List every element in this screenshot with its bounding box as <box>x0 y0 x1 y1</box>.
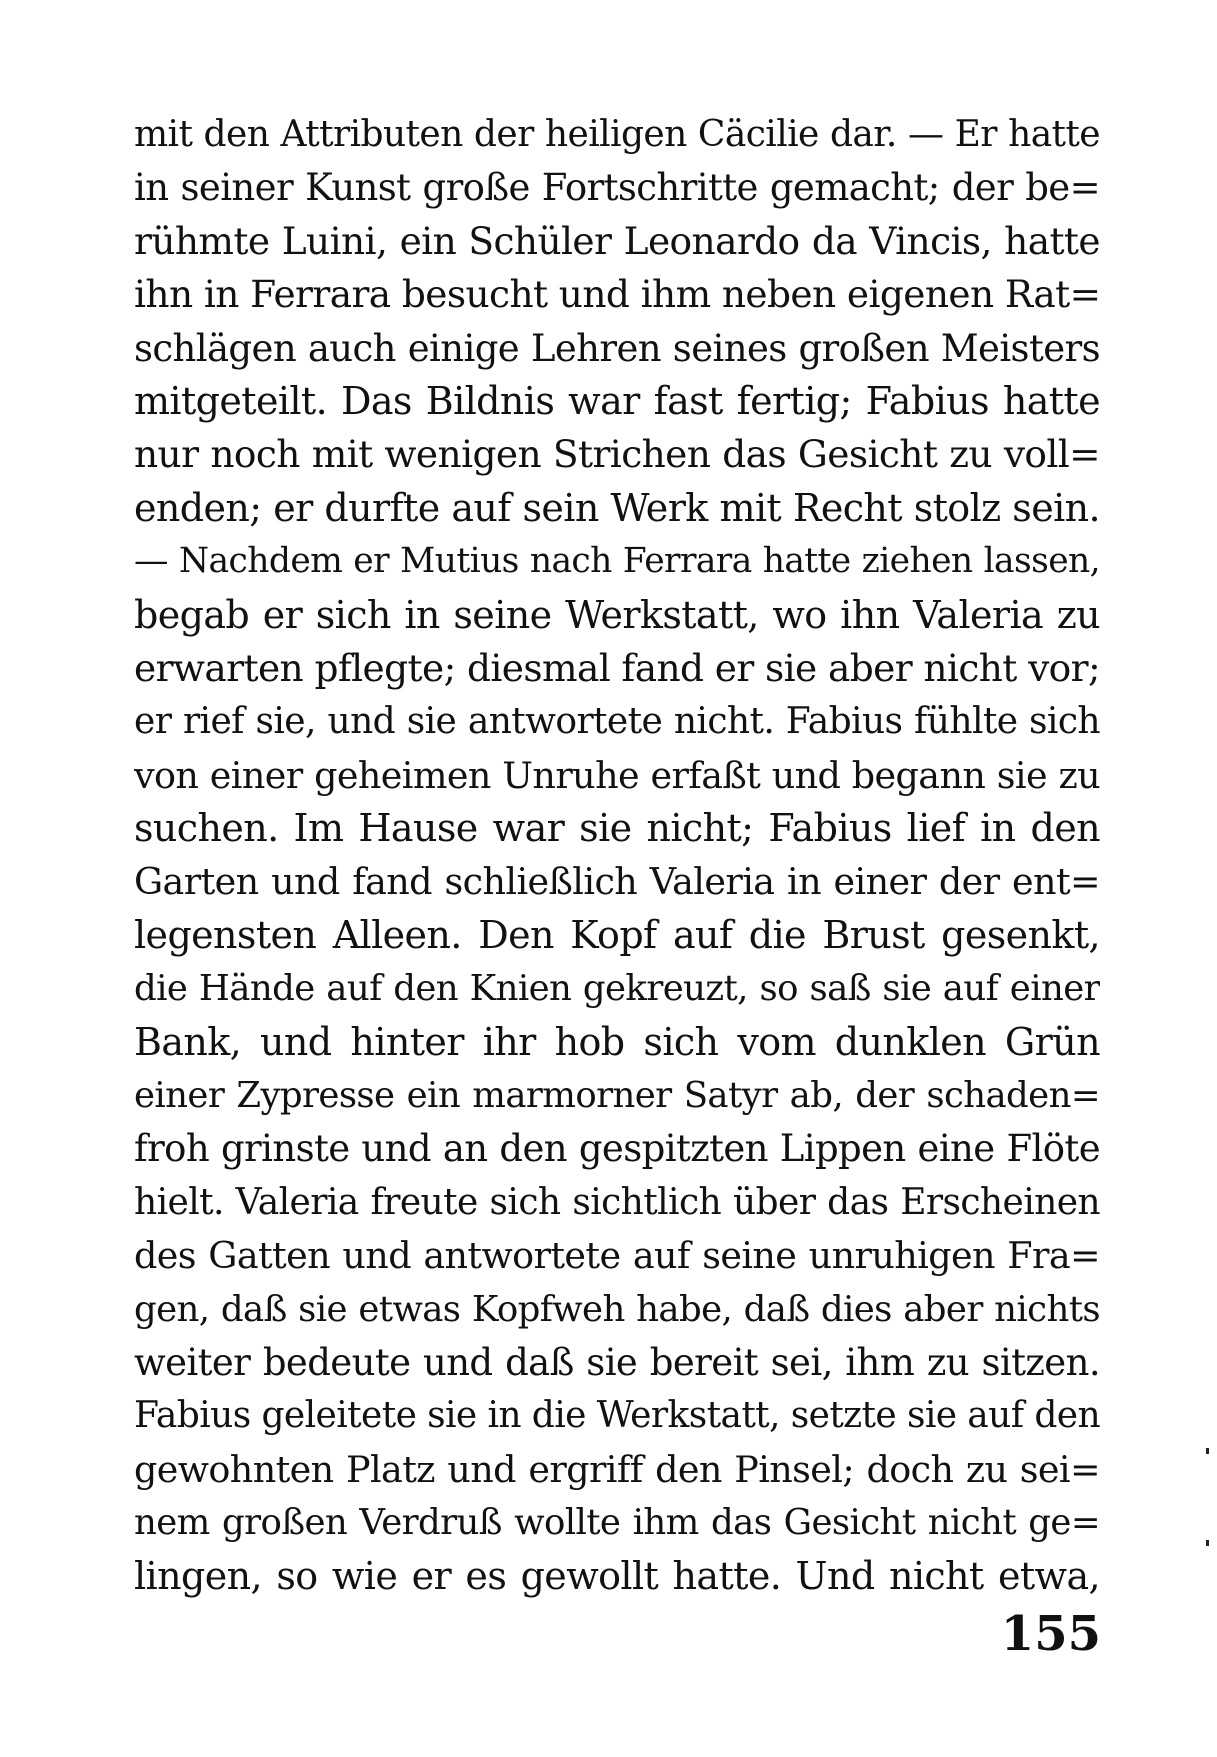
text-line: des Gatten und antwortete auf seine unruhigen Fra= <box>134 1234 1100 1278</box>
text-line: enden; er durfte auf sein Werk mit Recht stolz sein. <box>134 485 1100 530</box>
text-line: Bank, und hinter ihr hob sich vom dunklen Grün <box>134 1019 1100 1064</box>
text-line: Fabius geleitete sie in die Werkstatt, setzte sie auf den <box>134 1395 1100 1437</box>
text-line: gewohnten Platz und ergriff den Pinsel; doch zu sei= <box>134 1447 1100 1491</box>
text-line: legensten Alleen. Den Kopf auf die Brust gesenkt, <box>134 912 1100 957</box>
text-line: weiter bedeute und daß sie bereit sei, ihm zu sitzen. <box>134 1340 1100 1384</box>
text-line: einer Zypresse ein marmorner Satyr ab, der schaden= <box>134 1075 1100 1117</box>
text-line: mit den Attributen der heiligen Cäcilie dar. — Er hatte <box>134 114 1100 155</box>
text-line: Garten und fand schließlich Valeria in einer der ent= <box>134 860 1100 904</box>
text-line: von einer geheimen Unruhe erfaßt und begann sie zu <box>134 753 1100 797</box>
text-line: nur noch mit wenigen Strichen das Gesicht zu voll= <box>134 432 1100 477</box>
text-line: lingen, so wie er es gewollt hatte. Und nicht etwa, <box>134 1553 1100 1598</box>
text-line: nem großen Verdruß wollte ihm das Gesicht nicht ge= <box>134 1502 1100 1544</box>
text-line: erwarten pflegte; diesmal fand er sie aber nicht vor; <box>134 645 1100 690</box>
text-line: mitgeteilt. Das Bildnis war fast fertig; Fabius hatte <box>134 378 1100 423</box>
text-line: er rief sie, und sie antwortete nicht. Fabius fühlte sich <box>134 701 1100 743</box>
scan-speck <box>1206 1448 1209 1454</box>
scan-speck <box>1206 1540 1209 1546</box>
text-line: froh grinste und an den gespitzten Lippen eine Flöte <box>134 1127 1100 1171</box>
text-line: hielt. Valeria freute sich sichtlich über das Erscheinen <box>134 1181 1100 1223</box>
body-text <box>134 108 1100 1603</box>
text-line: ihn in Ferrara besucht und ihm neben eigenen Rat= <box>134 272 1100 317</box>
text-line: begab er sich in seine Werkstatt, wo ihn Valeria zu <box>134 592 1100 637</box>
text-line: rühmte Luini, ein Schüler Leonardo da Vincis, hatte <box>134 218 1100 263</box>
text-line: die Hände auf den Knien gekreuzt, so saß sie auf einer <box>134 968 1100 1010</box>
page-number: 155 <box>1000 1606 1101 1662</box>
text-line: — Nachdem er Mutius nach Ferrara hatte ziehen lassen, <box>134 541 1100 582</box>
text-line: suchen. Im Hause war sie nicht; Fabius lief in den <box>134 806 1100 851</box>
text-line: gen, daß sie etwas Kopfweh habe, daß dies aber nichts <box>134 1288 1100 1330</box>
text-line: in seiner Kunst große Fortschritte gemacht; der be= <box>134 166 1100 210</box>
text-line: schlägen auch einige Lehren seines großen Meisters <box>134 326 1100 370</box>
